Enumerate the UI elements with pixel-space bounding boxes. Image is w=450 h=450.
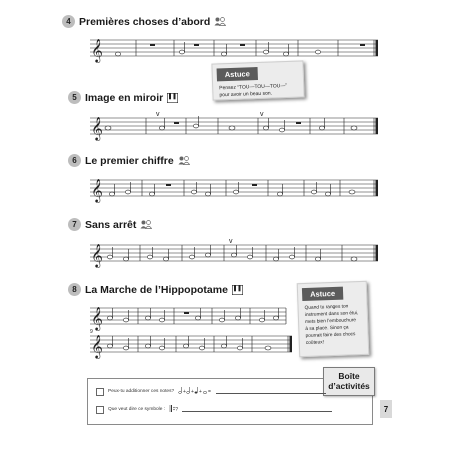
exercise-4-title xyxy=(62,15,226,28)
page-number: 7 xyxy=(380,400,392,418)
tip-line: Pensez “TOU—TOU—TOU—” xyxy=(219,82,288,92)
duet-icon xyxy=(178,156,190,165)
exercise-number: 4 xyxy=(62,15,75,28)
checkbox[interactable] xyxy=(96,406,104,414)
duet-icon xyxy=(140,220,152,229)
staff-exercise-7 xyxy=(90,238,378,267)
svg-text:v: v xyxy=(156,111,160,118)
svg-text:𝄞: 𝄞 xyxy=(91,334,103,358)
question-text: Que veut dire ce symbole : xyxy=(108,407,166,412)
tip-line: instrument dans son étui, xyxy=(304,311,359,318)
svg-text:𝄞: 𝄞 xyxy=(91,178,103,202)
exercise-title-text: Sans arrêt xyxy=(85,218,137,231)
staff-exercise-6 xyxy=(90,178,378,202)
tip-line: coûteux! xyxy=(305,340,325,346)
exercise-number: 6 xyxy=(68,154,81,167)
tip-line: Quand tu ranges ton xyxy=(304,304,349,311)
svg-text:𝄞: 𝄞 xyxy=(91,306,103,330)
exercise-title-text: Premières choses d’abord xyxy=(79,15,211,28)
staff-exercise-8-line-2 xyxy=(90,329,292,358)
staff-exercise-5 xyxy=(90,111,378,140)
exercise-number: 7 xyxy=(68,218,81,231)
activity-question-1 xyxy=(96,387,326,396)
note-symbols-icon xyxy=(178,387,212,396)
question-text: Peux-tu additionner ces notes? xyxy=(108,389,175,394)
exercise-number: 8 xyxy=(68,283,81,296)
activity-question-2 xyxy=(96,405,332,414)
svg-text:𝄞: 𝄞 xyxy=(91,38,103,62)
duet-icon xyxy=(214,17,226,26)
svg-text:v: v xyxy=(260,111,264,118)
tip-heading: Astuce xyxy=(217,67,258,81)
svg-text:?: ? xyxy=(175,407,179,412)
svg-text:+: + xyxy=(191,389,195,394)
svg-text:+: + xyxy=(199,389,203,394)
tip-line: pourrait faire des chocs xyxy=(305,332,356,339)
exercise-title-text: Le premier chiffre xyxy=(85,154,174,167)
tip-line: pour avoir un beau son. xyxy=(219,90,273,99)
answer-line[interactable] xyxy=(182,408,332,412)
repeat-sign-icon xyxy=(169,405,178,414)
exercise-number: 5 xyxy=(68,91,81,104)
checkbox[interactable] xyxy=(96,388,104,396)
staff-exercise-8-line-1 xyxy=(90,306,286,330)
exercise-6-title xyxy=(68,154,190,167)
tip-line: à sa place. Sinon ça xyxy=(305,325,349,332)
tip-line: mets bien l’embouchure xyxy=(305,318,357,325)
tip-box xyxy=(211,60,304,100)
answer-line[interactable] xyxy=(216,390,326,394)
tip-box xyxy=(297,281,370,357)
piano-icon xyxy=(167,93,178,103)
tip-text xyxy=(298,300,368,350)
svg-text:v: v xyxy=(229,238,233,245)
exercise-title-text: Image en miroir xyxy=(85,91,164,104)
svg-text:=: = xyxy=(208,389,212,394)
svg-text:+: + xyxy=(183,389,187,394)
tip-heading: Astuce xyxy=(302,287,343,301)
exercise-5-title xyxy=(68,91,178,104)
svg-text:𝄞: 𝄞 xyxy=(91,116,103,140)
exercise-7-title xyxy=(68,218,152,231)
activity-title-line: d’activités xyxy=(328,381,370,391)
svg-text:𝄞: 𝄞 xyxy=(91,243,103,267)
activity-title-line: Boîte xyxy=(338,371,360,381)
exercise-title-text: La Marche de l’Hippopotame xyxy=(85,283,228,296)
exercise-8-title xyxy=(68,283,243,296)
staff-exercise-4 xyxy=(90,38,378,62)
activity-box-title xyxy=(323,367,375,396)
svg-text:9: 9 xyxy=(90,329,93,335)
tip-text xyxy=(213,79,304,103)
piano-icon xyxy=(232,285,243,295)
